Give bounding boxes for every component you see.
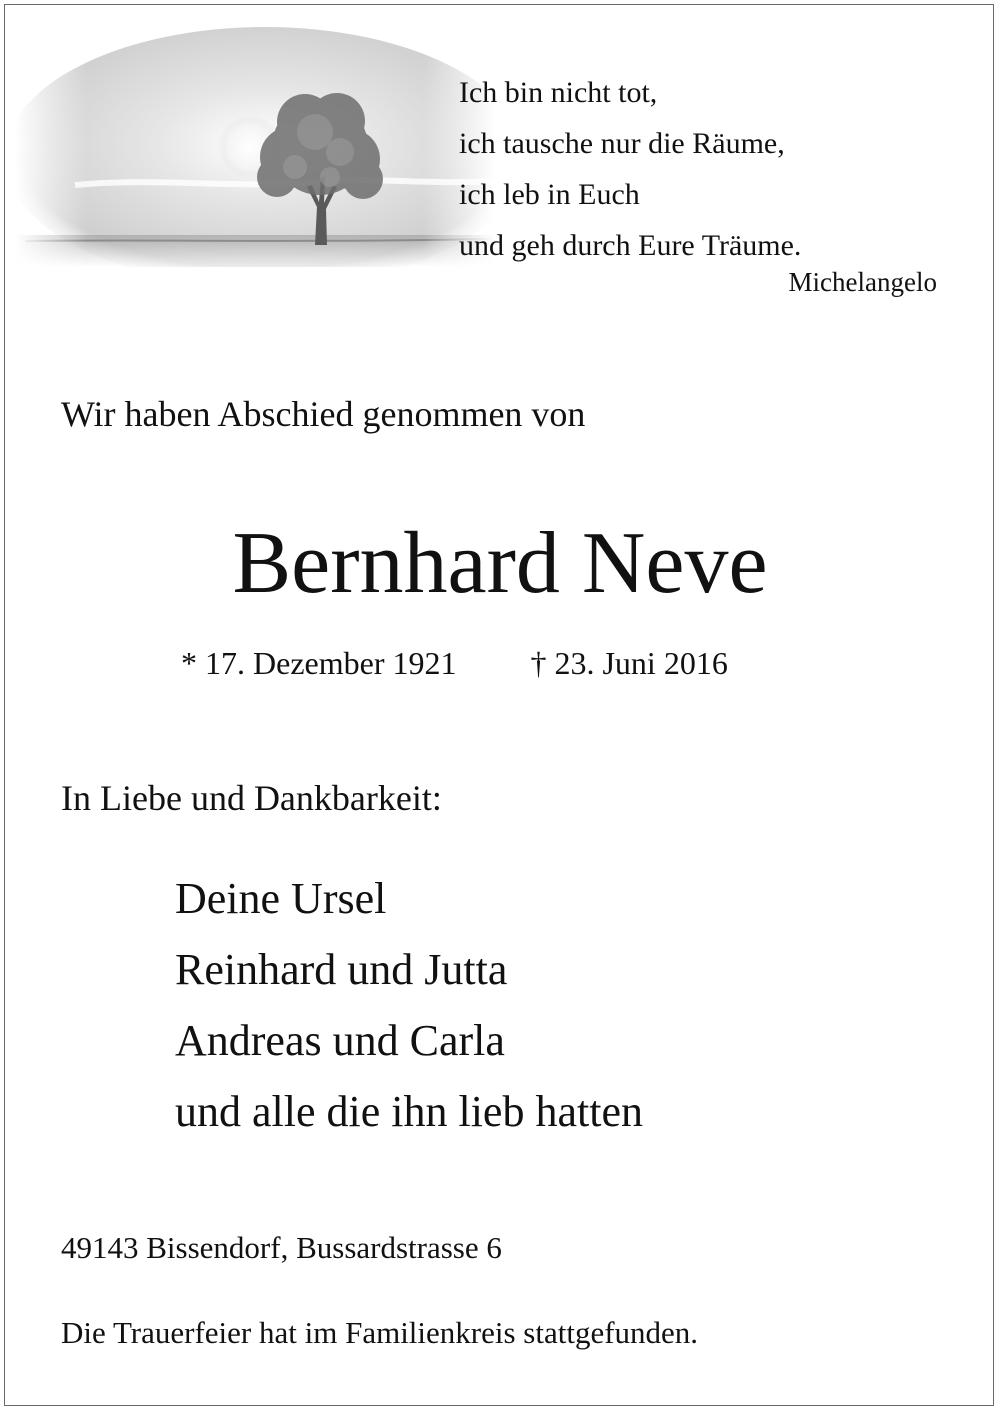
poem-author: Michelangelo (788, 267, 937, 297)
intro-text: Wir haben Abschied genommen von (61, 394, 586, 434)
obituary-notice (4, 4, 994, 1406)
family-member: Andreas und Carla (175, 1016, 505, 1065)
poem-line: ich leb in Euch (459, 178, 640, 211)
poem (459, 67, 979, 271)
deceased-name: Bernhard Neve (232, 515, 768, 612)
family-member: und alle die ihn lieb hatten (175, 1087, 643, 1136)
funeral-note: Die Trauerfeier hat im Familienkreis stattgefunden. (61, 1315, 699, 1350)
life-dates (181, 645, 728, 682)
poem-line: Ich bin nicht tot, (459, 76, 658, 109)
family-list (175, 863, 643, 1147)
poem-line: und geh durch Eure Träume. (459, 229, 802, 262)
family-member: Deine Ursel (175, 874, 387, 923)
death-date: † 23. Juni 2016 (530, 645, 728, 681)
poem-line: ich tausche nur die Räume, (459, 127, 785, 160)
address: 49143 Bissendorf, Bussardstrasse 6 (61, 1230, 502, 1265)
tree-landscape-icon (15, 17, 495, 267)
thanks-heading: In Liebe und Dankbarkeit: (61, 778, 442, 818)
family-member: Reinhard und Jutta (175, 945, 508, 994)
birth-date: * 17. Dezember 1921 (181, 645, 457, 681)
